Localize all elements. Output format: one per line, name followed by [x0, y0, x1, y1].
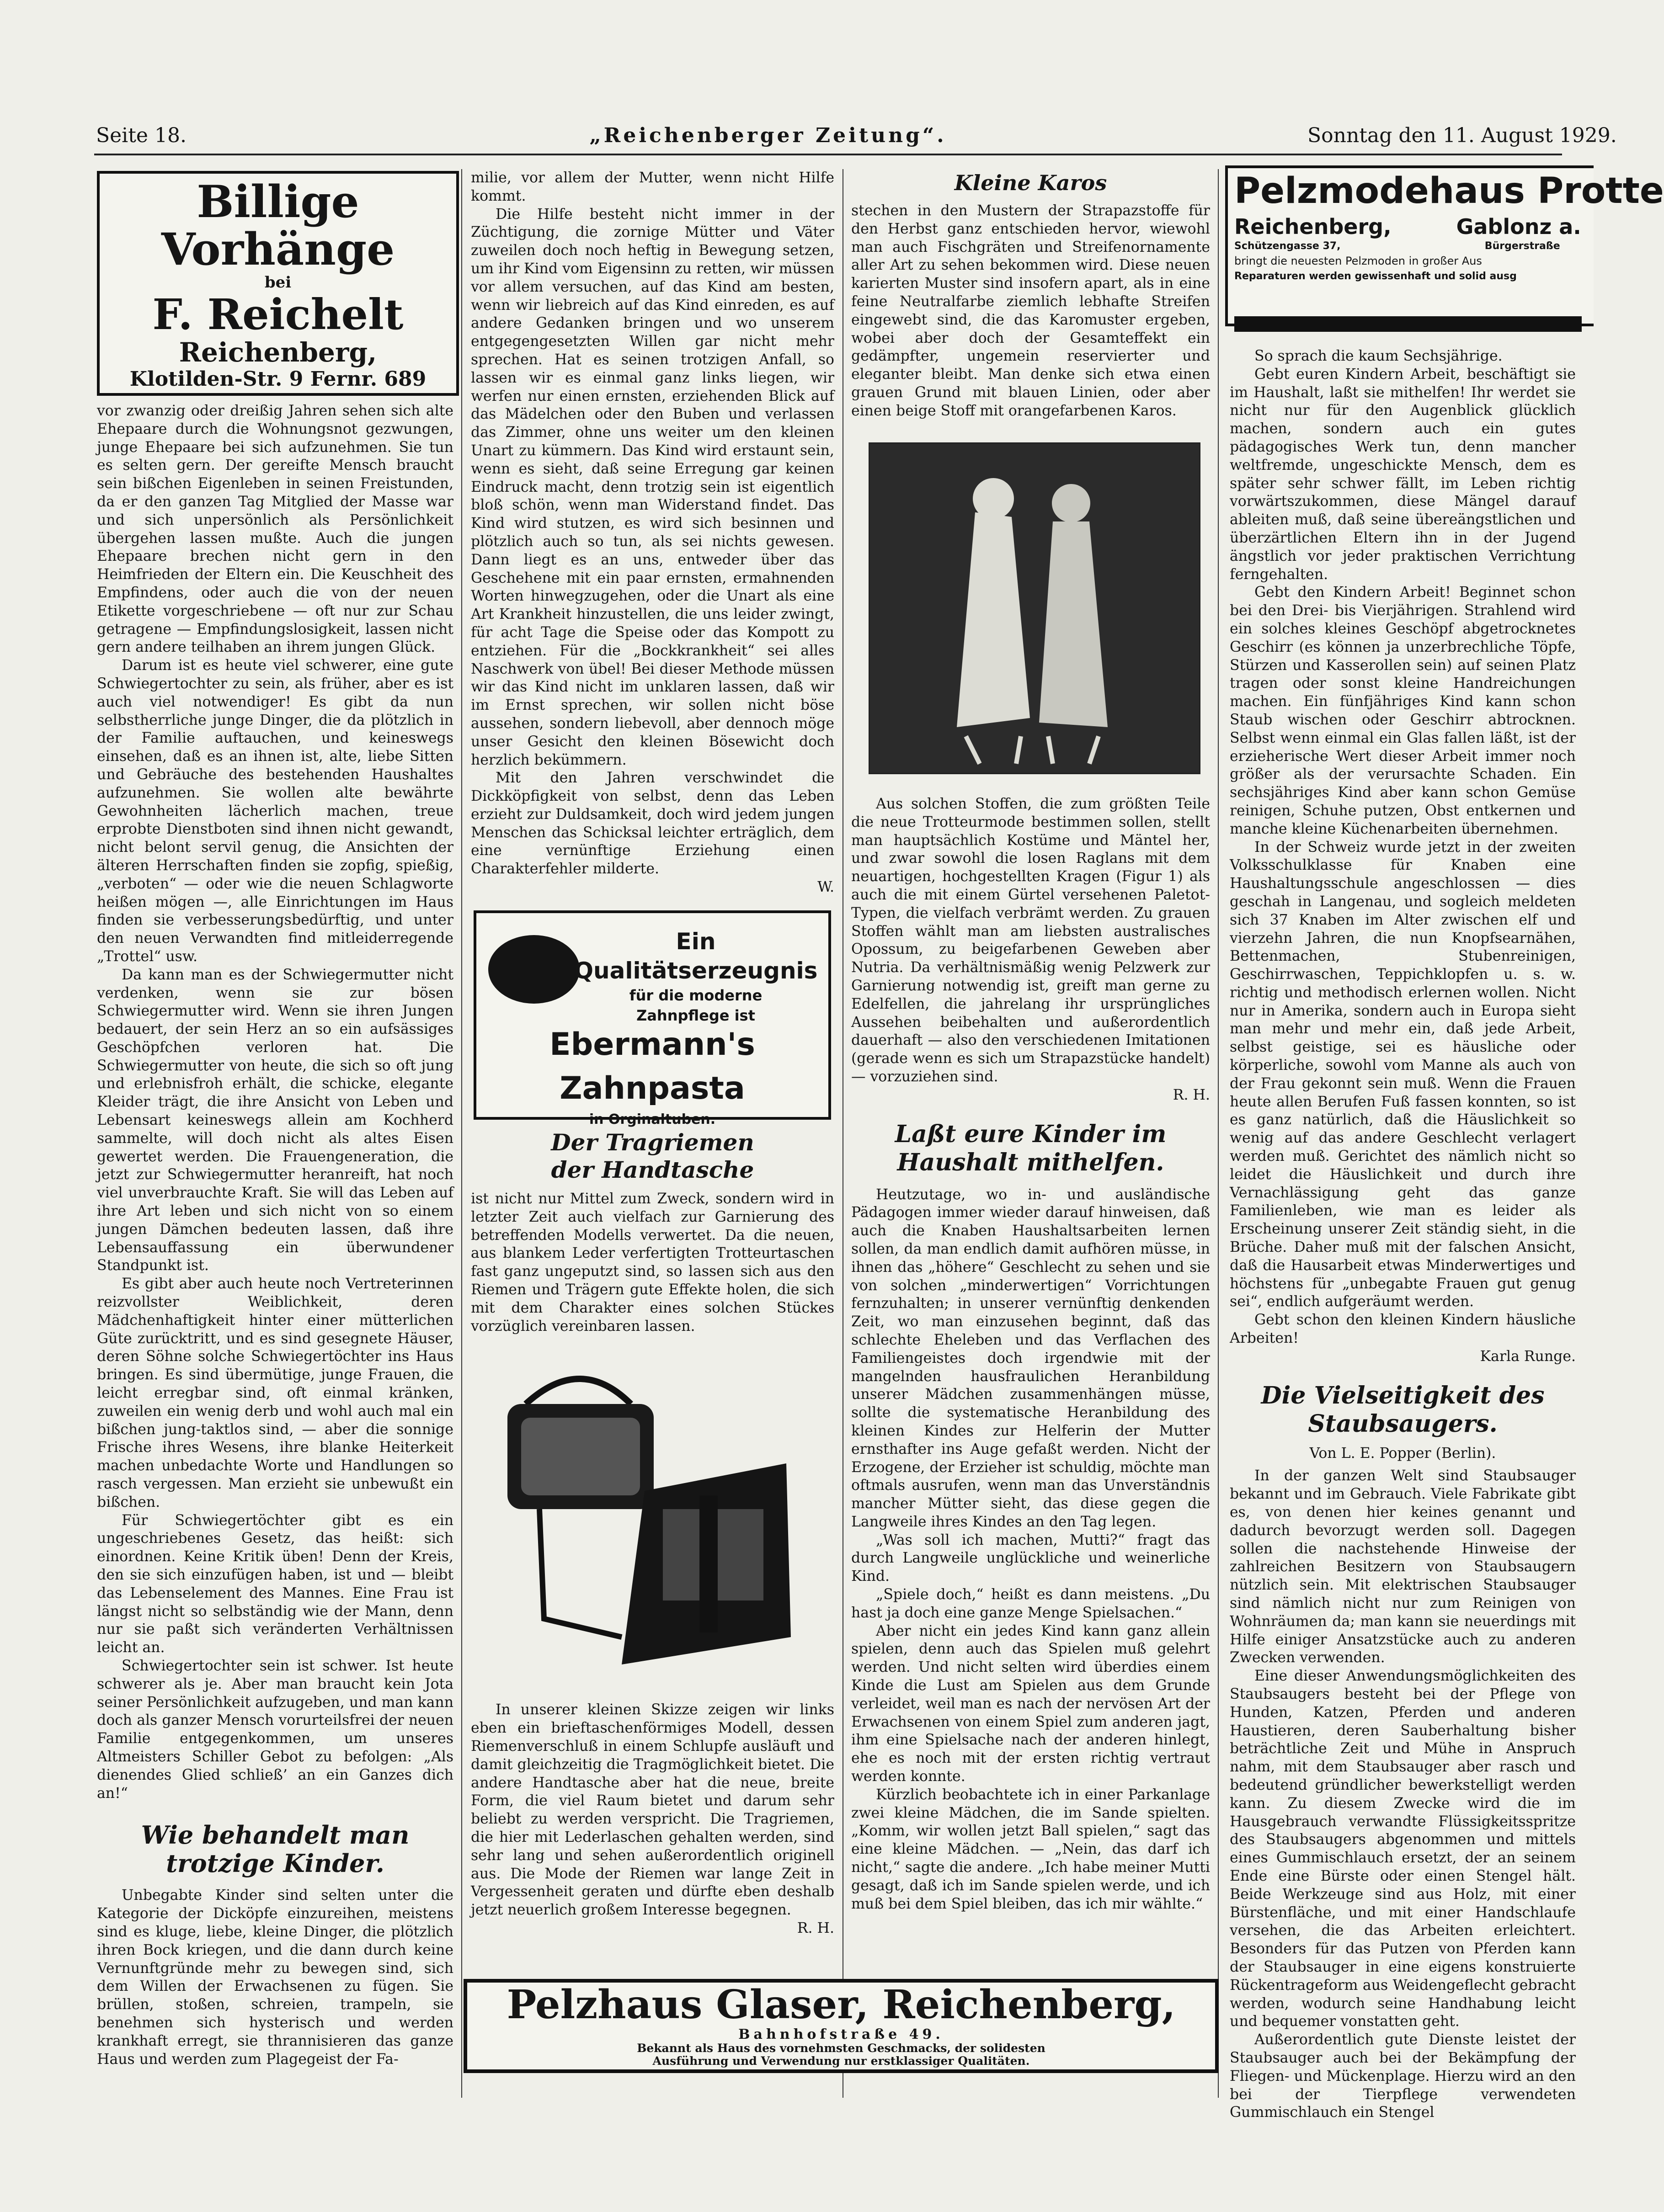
fashion-illustration: [869, 442, 1200, 774]
col1-paragraph: Schwiegertochter sein ist schwer. Ist heute schwerer als je. Aber man braucht kein Jota seiner Persönlichkeit aufzugeben, und man kann doch als ganzer Mensch vorurteilsfrei der neuen Familie entgegenkommen, um unseres Altmeisters Schiller Gebot zu befolgen: „Als dienendes Glied schließ’ an ein Ganzes dich an!“: [97, 1657, 454, 1802]
ad-glaser: [464, 1979, 1219, 2073]
col4-paragraph: Außerordentlich gute Dienste leistet der Staubsauger auch bei der Bekämpfung der Fliegen- und Mückenplage. Hierzu wird an den bei der Tierpflege verwendeten Gummischlauch ein Stengel: [1230, 2031, 1576, 2121]
col1-paragraph: vor zwanzig oder dreißig Jahren sehen sich alte Ehepaare durch die Wohnungsnot gezwungen, junge Ehepaare bei sich aufzunehmen. Sie tun es selten gern. Der gereifte Mensch braucht sein bißchen Eigenleben in seinen Freistunden, da er den ganzen Tag Mitglied der Masse war und sich unpersönlich als Persönlichkeit übergehen lassen mußte. Auch die jungen Ehepaare brechen nicht gern in den Heimfrieden der Eltern ein. Die Keuschheit des Empfindens, oder auch die von der neuen Etikette vorgeschriebene — oft nur zur Schau getragene — Empfindungslosigkeit, lassen nicht gern andere teilhaben an ihrem jungen Glück.: [97, 403, 453, 656]
col4-paragraph: In der Schweiz wurde jetzt in der zweiten Volksschulklasse für Knaben eine Haushaltungsschule angeschlossen — dies geschah in Langenau, und sogleich meldeten sich 37 Knaben im Alter zwischen elf und vierzehn Jahren, die nun Knopfsearnähen, Bettenmachen, Stubenreinigen, Geschirrwaschen, Teppichklopfen u. s. w. richtig und methodisch erlernen wollen. Nicht nur in Amerika, sondern auch in Europa sieht man mehr und mehr ein, daß jede Arbeit, selbst geistige, sei es häusliche oder körperliche, sowohl vom Manne als auch von der Frau gekonnt sein muß. Wenn die Frauen heute allen Berufen Fuß fassen konnten, so ist es ganz natürlich, daß die Häuslichkeit so wenig auf das andere Geschlecht verlagert werden muß. Gerichtet des nämlich nicht so leidet die Häuslichkeit und durch ihre Vernachlässigung geht das ganze Familienleben, wie man es leider als Erscheinung unserer Zeit ständig sieht, in die Brüche. Daher muß mit der falschen Ansicht, daß die Hausarbeit etwas Minderwertiges und höchstens für „unbegabte Frauen gut genug sei“, endlich aufgeräumt werden.: [1230, 839, 1576, 1310]
page-number: Seite 18.: [96, 124, 187, 147]
ad-reichelt-line4: F. Reichelt: [152, 290, 404, 339]
column-3-top: [851, 169, 1210, 434]
column-1: [97, 402, 453, 2093]
ad-glaser-street: Bahnhofstraße 49.: [738, 2026, 944, 2042]
col4-paragraph: Gebt den Kindern Arbeit! Beginnet schon bei den Drei- bis Vierjährigen. Strahlend wird ein solches kleines Geschöpf abgetrocknetes Geschirr (es können ja unzerbrechliche Töpfe, Stürzen und Kasserollen sein) auf seinen Platz tragen oder sonst kleine Handreichungen machen. Ein fünfjähriges Kind kann schon Staub wischen oder Geschirr abtrocknen. Selbst wenn einmal ein Glas fallen läßt, ist der erzieherische Wert dieser Arbeit immer noch größer als der verursachte Schaden. Ein sechsjähriges Kind aber kann schon Gemüse reinigen, Schuhe putzen, Obst entkernen und manche kleine Küchenarbeiten übernehmen.: [1230, 584, 1576, 837]
col2-signature2: R. H.: [797, 1920, 834, 1936]
ad-glaser-line2: Ausführung und Verwendung nur erstklassiger Qualitäten.: [652, 2054, 1030, 2068]
ad-protter-city1: Reichenberg,: [1234, 214, 1392, 239]
column-2-top: [471, 169, 834, 896]
ad-protter: [1225, 165, 1664, 326]
col2-heading2-line1: Der Tragriemen: [551, 1129, 754, 1156]
col2-paragraph: Mit den Jahren verschwindet die Dickköpfigkeit von selbst, denn das Leben erzieht zur Duldsamkeit, doch wird jedem jungen Menschen das Schicksal leichter erträglich, dem eine vernünftige Erziehung einen Charakterfehler milderte.: [471, 770, 834, 877]
col4-heading2-line2: Staubsaugers.: [1308, 1409, 1498, 1438]
col1-paragraph: Da kann man es der Schwiegermutter nicht verdenken, wenn sie zur bösen Schwiegermutter wird. Wenn sie ihren Jungen bedauert, der sein Herz an so ein aufsässiges Geschöpfchen verloren hat. Die Schwiegermutter von heute, die sich so oft jung und erlebnisfroh erhält, die schicke, elegante Kleider trägt, die ihre Ansicht von Leben und Lebensart keineswegs allein am Kochherd sammelte, will doch nicht als altes Eisen gewertet werden. Die Frauengeneration, die jetzt zur Schwiegermutter heranreift, hat noch viel unverbrauchte Kraft. Sie will das Leben auf ihre Art leben und sich nicht von so einem jungen Dämchen bedeuten lassen, daß ihre Lebensauffassung ein überwundener Standpunkt ist.: [97, 966, 453, 1274]
col2-paragraph: ist nicht nur Mittel zum Zweck, sondern wird in letzter Zeit auch vielfach zur Garnierung des betreffenden Modells verwertet. Da die neuen, aus blankem Leder verfertigten Trotteurtaschen fast ganz ungeputzt sind, so lassen sich aus den Riemen und Trägern gute Effekte holen, die sich mit dem Charakter eines solchen Stückes vorzüglich vereinbaren lassen.: [471, 1191, 834, 1335]
ad-ebermann-line2: für die moderne: [629, 987, 763, 1004]
handbag-illustration: [471, 1345, 834, 1692]
col3-heading2-line2: Haushalt mithelfen.: [897, 1148, 1164, 1176]
col3-paragraph: stechen in den Mustern der Strapazstoffe für den Herbst ganz entschieden hervor, wiewohl man auch Fischgräten und Streifenornamente aller Art zu sehen bekommen wird. Diese neuen karierten Muster sind insofern apart, als in eine feine Neutralfarbe ziemlich lebhafte Streifen eingewebt sind, die das Karomuster ergeben, wobei aber doch der Gesamteffekt ein gedämpfter, ungemein reservierter und eleganter bleibt. Man denke sich etwa einen grauen Grund mit blauen Linien, oder aber einen beige Stoff mit orangefarbenen Karos.: [851, 202, 1210, 419]
toothpaste-badge-icon: [488, 935, 580, 1004]
col3-paragraph: Aus solchen Stoffen, die zum größten Teile die neue Trotteurmode bestimmen sollen, stellt man hauptsächlich Kostüme und Mäntel her, und zwar sowohl die losen Raglans mit dem neuartigen, hochgestellten Kragen (Figur 1) als auch die mit einem Gürtel versehenen Paletot-Typen, die vielfach verbrämt werden. Zu grauen Stoffen wählt man am liebsten australisches Opossum, zu beigefarbenen Geweben aber Nutria. Da verhältnismäßig wenig Pelzwerk zur Garnierung notwendig ist, greift man gerne zu Edelfellen, die jahrelang ihr ursprüngliches Aussehen beibehalten und außerordentlich dauerhaft — also den verschiedenen Imitationen (gerade wenn es sich um Strapazstücke handelt) — vorzuziehen sind.: [851, 796, 1210, 1085]
ad-reichelt: [97, 171, 459, 396]
col2-paragraph: In unserer kleinen Skizze zeigen wir links eben ein brieftaschenförmiges Modell, dessen Riemenverschluß in einem Schlupfe ausläuft und damit gleichzeitig die Tragmöglichkeit bietet. Die andere Handtasche aber hat die neue, breite Form, die viel Raum bietet und darum sehr beliebt zu werden verspricht. Die Tragriemen, die hier mit Lederlaschen gehalten werden, sind sehr lang und sehen außerordentlich originell aus. Die Mode der Riemen war lange Zeit in Vergessenheit geraten und dürfte eben deshalb jetzt neuerlich großem Interesse begegnen.: [471, 1702, 834, 1919]
ad-protter-street1: Schützengasse 37,: [1234, 240, 1341, 252]
ad-protter-title: Pelzmodehaus Protte: [1234, 170, 1664, 212]
col3-paragraph: „Was soll ich machen, Mutti?“ fragt das durch Langweile unglückliche und weinerliche Kind.: [851, 1531, 1210, 1585]
col2-paragraph: milie, vor allem der Mutter, wenn nicht Hilfe kommt.: [471, 170, 834, 204]
ad-reichelt-line3: bei: [264, 273, 292, 292]
ad-reichelt-line1: Billige: [197, 176, 359, 228]
col2-signature1: W.: [817, 879, 834, 896]
col3-paragraph: Heutzutage, wo in- und ausländische Pädagogen immer wieder darauf hinweisen, daß auch die Knaben Haushaltsarbeiten lernen sollen, da man endlich damit aufhören müsse, in ihnen das „höhere“ Geschlecht zu sehen und sie von solchen „minderwertigen“ Vorrichtungen fernzuhalten; in unserer vernünftig denkenden Zeit, wo man einzusehen beginnt, daß das schlechte Eheleben und das Verflachen des Familiengeistes doch irgendwie mit der mangelnden hausfraulichen Heranbildung unserer Mädchen zusammenhängen müsse, sollte die systematische Heranbildung des kleinen Kindes zur Helferin der Mutter ernsthafter ins Auge gefaßt werden. Nicht der Erzogene, der Erzieher ist schuldig, möchte man oftmals ausrufen, wenn man das Unverständnis mancher Mütter sieht, das diese gegen die Langweile ihres Kindes an den Tag legen.: [851, 1186, 1210, 1530]
ad-protter-line2: Reparaturen werden gewissenhaft und solid ausg: [1234, 271, 1517, 282]
ad-reichelt-line6: Klotilden-Str. 9 Fernr. 689: [129, 367, 427, 391]
col1-heading2-line1: Wie behandelt man: [141, 1820, 410, 1850]
col1-paragraph: Für Schwiegertöchter gibt es ein ungeschriebenes Gesetz, das heißt: sich einordnen. Keine Kritik üben! Denn der Kreis, den sie sich einzufügen haben, ist und — bleibt das Lebenselement des Mannes. Eine Frau ist längst nicht so selbständig wie der Mann, denn nur sie paßt sich veränderten Verhältnissen leicht an.: [97, 1512, 453, 1656]
column-2-bottom: [471, 1129, 834, 2047]
col3-heading2-line1: Laßt eure Kinder im: [895, 1120, 1167, 1148]
ad-ebermann-line5: in Orginaltuben.: [589, 1111, 716, 1127]
col1-paragraph: Darum ist es heute viel schwerer, eine gute Schwiegertochter zu sein, als früher, aber es ist auch viel notwendiger! Es gibt da nun selbstherrliche junge Dinger, die da plötzlich in der Familie auftauchen, und keineswegs einsehen, daß es an ihnen ist, alte, liebe Sitten und Gebräuche des bestehenden Haushaltes aufzunehmen. Sie wollen alte bewährte Gewohnheiten lächerlich machen, treue erprobte Dienstboten sind ihnen nicht gewandt, nicht belont servil genug, die Ansichten der älteren Herrschaften finden sie zopfig, spießig, „verboten“ — oder wie die neuen Schlagworte heißen mögen —, alle Einrichtungen im Haus finden sie verbesserungsbedürftig, und unter den neuen Verwandten find mitleiderregende „Trottel“ usw.: [97, 657, 453, 965]
col4-paragraph: Eine dieser Anwendungsmöglichkeiten des Staubsaugers besteht bei der Pflege von Hunden, Katzen, Pferden und anderen Haustieren, deren Sauberhaltung bisher beträchtliche Zeit und Mühe in Anspruch nahm, mit dem Staubsauger aber rasch und bedeutend gründlicher bewerkstelligt werden kann. Zu diesem Zwecke wird die im Hausgebrauch verwandte Flüssigkeitsspritze des Staubsaugers abgenommen und mittels eines Gummischlauch ersetzt, der an seinem Ende eine Bürste oder einen Stengel hält. Beide Werkzeuge sind aus Holz, mit einer Bürstenfläche, und mit einer Handschlaufe versehen, die das Arbeiten erleichtert. Besonders für das Putzen von Pferden kann der Staubsauger in eine eigens konstruierte Rückentrageform aus Weidengeflecht gebracht werden, wodurch seine Handhabung leicht und bequemer vonstatten geht.: [1230, 1668, 1576, 2030]
ad-protter-line1: bringt die neuesten Pelzmoden in großer Aus: [1234, 255, 1482, 267]
ad-reichelt-line2: Vorhänge: [161, 223, 395, 275]
ad-reichelt-line5: Reichenberg,: [179, 337, 377, 368]
column-rule-3: [1218, 169, 1219, 2098]
col4-paragraph: In der ganzen Welt sind Staubsauger bekannt und im Gebrauch. Viele Fabrikate gibt es, von denen hier keines genannt und dadurch bevorzugt werden soll. Dagegen sollen die nachstehende Hinweise der zahlreichen Besitzern von Staubsaugern nützlich sein. Mit elektrischen Staubsauger sind nämlich nicht nur zum Reinigen von Wohnräumen da; man kann sie neuerdings mit Hilfe einiger Ansatzstücke auch zu anderen Zwecken verwenden.: [1230, 1468, 1576, 1666]
col1-paragraph: Unbegabte Kinder sind selten unter die Kategorie der Dicköpfe einzureihen, meistens sind es kluge, liebe, kleine Dinger, die plötzlich ihren Bock kriegen, und die dann durch keine Vernunftgründe mehr zu bewegen sind, sich dem Willen der Erwachsenen zu fügen. Sie brüllen, stoßen, schreien, trampeln, sie benehmen sich hysterisch und werden krankhaft erregt, sie thrannisieren das ganze Haus und werden zum Plagegeist der Fa-: [97, 1887, 453, 2068]
col3-paragraph: „Spiele doch,“ heißt es dann meistens. „Du hast ja doch eine ganze Menge Spielsachen.“: [851, 1586, 1210, 1621]
col4-signature1: Karla Runge.: [1480, 1348, 1576, 1365]
col4-paragraph: Gebt schon den kleinen Kindern häusliche Arbeiten!: [1230, 1312, 1576, 1347]
ad-ebermann-line1: Ein Qualitätserzeugnis: [574, 928, 818, 984]
ad-glaser-title: Pelzhaus Glaser, Reichenberg,: [507, 1982, 1176, 2028]
column-4: [1230, 347, 1576, 2121]
col4-byline: Von L. E. Popper (Berlin).: [1309, 1445, 1496, 1462]
newspaper-title: „Reichenberger Zeitung“.: [589, 124, 947, 147]
col1-heading2-line2: trotzige Kinder.: [166, 1849, 384, 1878]
ad-ebermann: [474, 910, 831, 1127]
col4-paragraph: So sprach die kaum Sechsjährige.: [1254, 348, 1503, 364]
ad-protter-city2: Gablonz a.: [1456, 214, 1581, 239]
col3-signature1: R. H.: [1173, 1086, 1210, 1103]
column-rule-1: [461, 169, 462, 2098]
col3-heading1: Kleine Karos: [954, 170, 1107, 195]
col2-heading2-line2: der Handtasche: [551, 1156, 754, 1183]
protter-rule: [1234, 316, 1582, 332]
header-rule: [94, 154, 1562, 155]
ad-glaser-line1: Bekannt als Haus des vornehmsten Geschmacks, der solidesten: [637, 2042, 1045, 2055]
col1-paragraph: Es gibt aber auch heute noch Vertreterinnen reizvollster Weiblichkeit, deren Mädchenhaftigkeit hinter einer mütterlichen Güte zurücktritt, und es sind gesegnete Häuser, deren Söhne solche Schwiegertöchter ins Haus bringen. Es sind übermütige, junge Frauen, die leicht erregbar sind, oft einmal kränken, zuweilen ein wenig derb und wohl auch mal ein bißchen jung-taktlos sind, — aber die sonnige Frische ihres Wesens, ihre blanke Heiterkeit machen unbedachte Worte und Handlungen so rasch vergessen. Man erzieht sie unbewußt ein bißchen.: [97, 1276, 453, 1510]
column-3-bottom: [851, 795, 1210, 2047]
issue-date: Sonntag den 11. August 1929.: [1307, 124, 1617, 147]
col4-heading2-line1: Die Vielseitigkeit des: [1261, 1381, 1545, 1409]
coat-figures-icon: [870, 444, 1199, 773]
ad-protter-street2: Bürgerstraße: [1484, 240, 1560, 252]
col4-paragraph: Gebt euren Kindern Arbeit, beschäftigt sie im Haushalt, laßt sie mithelfen! Ihr werdet sie nicht nur für den Augenblick glücklich machen, sondern auch ein gutes pädagogisches Werk tun, denn mancher weltfremde, ungeschickte Mensch, dem es später sehr schwer fällt, im Leben richtig vorwärtszukommen, diese Mängel darauf ableiten muß, daß seine übereängstlichen und überzärtlichen Eltern ihn in der Jugend ängstlich vor jeder praktischen Verrichtung ferngehalten.: [1230, 366, 1576, 583]
ad-ebermann-line3: Zahnpflege ist: [636, 1007, 755, 1024]
col2-paragraph: Die Hilfe besteht nicht immer in der Züchtigung, die zornige Mütter und Väter zuweilen doch noch heftig in Bewegung setzen, um ihr Kind vom Eigensinn zu retten, wir müssen vor allem versuchen, auf das Kind am besten, wenn wir liebreich auf das Kind einreden, es auf andere Gedanken bringen und wo unserem entgegengesetzten Willen gar nicht mehr sprechen. Hat es seinen trotzigen Anfall, so lassen wir es einmal ganz links liegen, wir werfen nur einen ernsten, erziehenden Blick auf das Mädelchen oder den Buben und verlassen das Zimmer, ohne uns weiter um den kleinen Unart zu kümmern. Das Kind wird erstaunt sein, wenn es sieht, daß seine Erregung gar keinen Eindruck macht, denn trotzig sein ist eigentlich bloß schön, wenn man Widerstand findet. Das Kind wird stutzen, es wird sich besinnen und plötzlich auch so tun, als sei nichts gewesen. Dann liegt es an uns, entweder über das Geschehene mit ein paar ernsten, ermahnenden Worten hinwegzugehen, oder die Unart als eine Art Krankheit hinzustellen, die uns leider zwingt, für acht Tage die Speise oder das Kompott zu entziehen. Für die „Bockkrankheit“ sei alles Naschwerk von übel! Bei dieser Methode müssen wir das Kind nicht im unklaren lassen, daß wir im Ernst sprechen, wir sollen nicht böse aussehen, sondern liebevoll, aber dennoch möge unser Gesicht den kleinen Bösewicht doch herzlich bekümmern.: [471, 206, 834, 768]
col3-paragraph: Aber nicht ein jedes Kind kann ganz allein spielen, denn auch das Spielen muß gelehrt werden. Und nicht selten wird überdies einem Kinde die Lust am Spielen aus dem Grunde verleidet, weil man es nach der nervösen Art der Erwachsenen von einem Spiel zum anderen jagt, ihm eine Spielsache nach der anderen hinlegt, ehe es noch mit der ersten richtig vertraut werden konnte.: [851, 1622, 1210, 1785]
handbag-sketch-icon: [471, 1345, 834, 1692]
ad-ebermann-line4: Ebermann's Zahnpasta: [549, 1026, 755, 1106]
col3-paragraph: Kürzlich beobachtete ich in einer Parkanlage zwei kleine Mädchen, die im Sande spielten. „Komm, wir wollen jetzt Ball spielen,“ sagt das eine kleine Mädchen. — „Nein, das darf ich nicht,“ sagte die andere. „Ich habe meiner Mutti gesagt, daß ich im Sande spielen werde, und ich muß bei dem Spiel bleiben, das ich mir wählte.“: [851, 1786, 1210, 1912]
